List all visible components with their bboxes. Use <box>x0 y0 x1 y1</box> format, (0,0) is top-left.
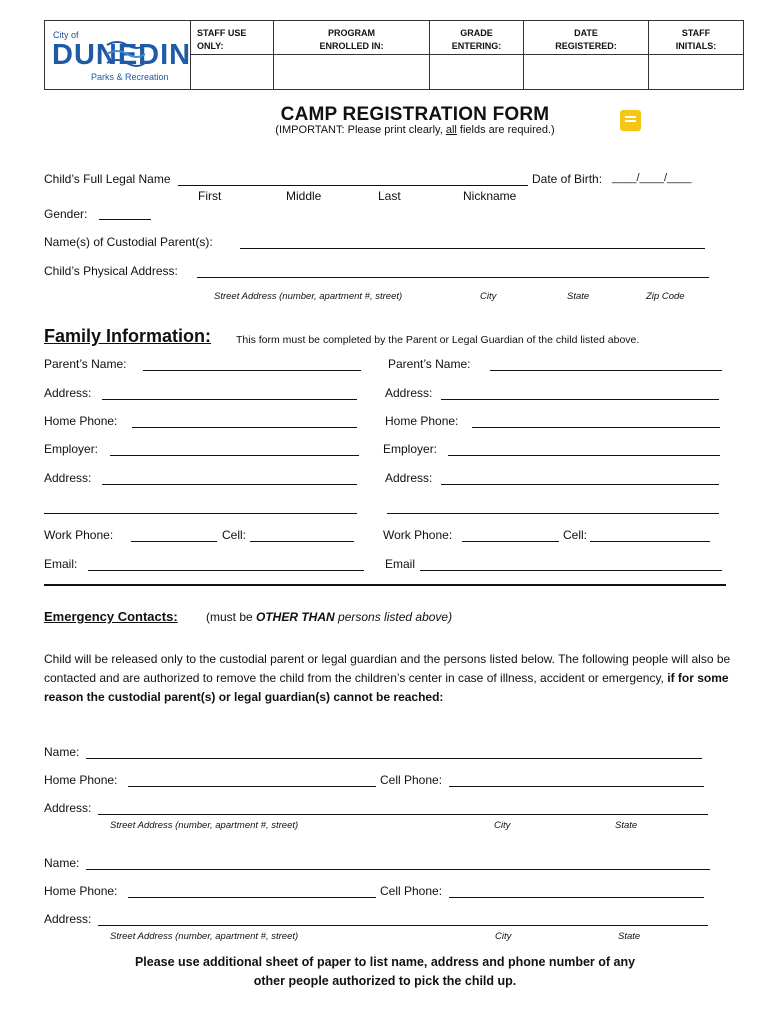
contact1-home-phone-field[interactable] <box>128 786 376 787</box>
contact1-state-caption: State <box>615 820 638 831</box>
parent2-address-field[interactable] <box>441 399 719 400</box>
city-caption: City <box>480 291 497 302</box>
parent2-home-phone-label: Home Phone: <box>385 414 459 428</box>
contact1-cell-phone-label: Cell Phone: <box>380 773 443 787</box>
logo-subtitle: Parks & Recreation <box>91 72 169 82</box>
parent1-home-phone-label: Home Phone: <box>44 414 118 428</box>
parent2-employer-address-field[interactable] <box>441 484 719 485</box>
parent1-employer-field[interactable] <box>110 455 359 456</box>
parent1-address-field[interactable] <box>102 399 357 400</box>
form-title: CAMP REGISTRATION FORM <box>280 104 550 125</box>
release-paragraph: Child will be released only to the custodial parent or legal guardian and the persons listed below. The following people will also be contacted and are authorized to remove the child from the children’s center in case of illness, accident or emergency, if for some reason the custodial parent(s) or legal guardian(s) cannot be reached: <box>44 652 731 704</box>
contact1-city-caption: City <box>494 820 511 831</box>
street-caption: Street Address (number, apartment #, street) <box>214 291 403 302</box>
parent1-home-phone-field[interactable] <box>132 427 357 428</box>
contact1-cell-phone-field[interactable] <box>449 786 704 787</box>
staff-initials-label: STAFF INITIALS: <box>649 21 743 55</box>
parent2-cell-label: Cell: <box>563 528 588 542</box>
gender-field[interactable] <box>99 219 151 220</box>
contact2-cell-phone-field[interactable] <box>449 897 704 898</box>
contact1-address-label: Address: <box>44 801 92 815</box>
contact2-address-field[interactable] <box>98 925 708 926</box>
dob-field[interactable]: ____/____/____ <box>612 172 692 184</box>
staff-use-label: STAFF USE ONLY: <box>191 21 273 55</box>
parent1-name-field[interactable] <box>143 370 361 371</box>
parent1-employer-address-label: Address: <box>44 471 92 485</box>
emergency-heading: Emergency Contacts: <box>44 609 178 624</box>
staff-initials-cell[interactable] <box>649 55 743 89</box>
parent1-email-label: Email: <box>44 557 78 571</box>
gender-label: Gender: <box>44 207 88 221</box>
parent2-employer-field[interactable] <box>448 455 720 456</box>
parent2-employer-label: Employer: <box>383 442 438 456</box>
contact2-address-label: Address: <box>44 912 92 926</box>
child-address-field[interactable] <box>197 277 709 278</box>
logo-city-of: City of <box>53 30 79 40</box>
program-label: PROGRAM ENROLLED IN: <box>274 21 429 55</box>
footer-line-2: other people authorized to pick the child up. <box>253 974 517 988</box>
parent1-work-phone-field[interactable] <box>131 541 217 542</box>
dunedin-logo <box>45 21 191 89</box>
last-caption: Last <box>378 189 401 203</box>
contact1-street-caption: Street Address (number, apartment #, street) <box>110 820 299 831</box>
custodial-parents-field[interactable] <box>240 248 705 249</box>
program-cell[interactable] <box>274 55 429 89</box>
logo-name: DUNEDIN <box>52 39 192 71</box>
child-name-field[interactable] <box>178 185 528 186</box>
contact2-city-caption: City <box>495 931 512 942</box>
section-divider <box>44 584 726 586</box>
staff-use-column <box>191 21 274 89</box>
parent1-email-field[interactable] <box>88 570 364 571</box>
contact1-home-phone-label: Home Phone: <box>44 773 118 787</box>
parent2-name-label: Parent’s Name: <box>388 357 471 371</box>
state-caption: State <box>567 291 590 302</box>
parent1-employer-address-line2[interactable] <box>44 513 357 514</box>
child-address-label: Child’s Physical Address: <box>44 264 178 278</box>
parent2-employer-address-line2[interactable] <box>387 513 719 514</box>
date-registered-cell[interactable] <box>524 55 648 89</box>
zip-caption: Zip Code <box>646 291 685 302</box>
parent2-address-label: Address: <box>385 386 433 400</box>
date-registered-label: DATE REGISTERED: <box>524 21 648 55</box>
staff-use-table <box>44 20 744 90</box>
contact1-address-field[interactable] <box>98 814 708 815</box>
staff-initials-column <box>649 21 743 89</box>
footer-line-1: Please use additional sheet of paper to list name, address and phone number of any <box>134 955 636 969</box>
parent2-email-label: Email <box>385 557 416 571</box>
grade-label: GRADE ENTERING: <box>430 21 523 55</box>
grade-column <box>430 21 524 89</box>
parent1-employer-address-field[interactable] <box>102 484 357 485</box>
grade-cell[interactable] <box>430 55 523 89</box>
contact2-home-phone-label: Home Phone: <box>44 884 118 898</box>
nickname-caption: Nickname <box>463 189 517 203</box>
parent2-cell-field[interactable] <box>590 541 710 542</box>
contact2-cell-phone-label: Cell Phone: <box>380 884 443 898</box>
parent1-cell-field[interactable] <box>250 541 354 542</box>
parent2-home-phone-field[interactable] <box>472 427 720 428</box>
parent1-name-label: Parent’s Name: <box>44 357 127 371</box>
parent2-work-phone-label: Work Phone: <box>383 528 453 542</box>
form-subtitle: (IMPORTANT: Please print clearly, all fields are required.) <box>275 124 555 136</box>
date-registered-column <box>524 21 649 89</box>
contact1-name-label: Name: <box>44 745 80 759</box>
staff-use-cell[interactable] <box>191 55 273 89</box>
contact2-home-phone-field[interactable] <box>128 897 376 898</box>
parent2-employer-address-label: Address: <box>385 471 433 485</box>
parent2-email-field[interactable] <box>420 570 722 571</box>
parent2-work-phone-field[interactable] <box>462 541 559 542</box>
middle-caption: Middle <box>286 189 322 203</box>
comment-note-icon[interactable] <box>620 110 641 131</box>
custodial-parents-label: Name(s) of Custodial Parent(s): <box>44 235 213 249</box>
program-column <box>274 21 430 89</box>
parent1-address-label: Address: <box>44 386 92 400</box>
contact1-name-field[interactable] <box>86 758 702 759</box>
family-info-note: This form must be completed by the Parent or Legal Guardian of the child listed above. <box>236 334 640 346</box>
parent1-cell-label: Cell: <box>222 528 247 542</box>
contact2-state-caption: State <box>618 931 641 942</box>
child-name-label: Child’s Full Legal Name <box>44 172 171 186</box>
parent2-name-field[interactable] <box>490 370 722 371</box>
emergency-note: (must be OTHER THAN persons listed above) <box>206 610 453 624</box>
family-info-heading: Family Information: <box>44 326 212 346</box>
dob-label: Date of Birth: <box>532 172 603 186</box>
first-caption: First <box>198 189 222 203</box>
contact2-name-field[interactable] <box>86 869 710 870</box>
contact2-name-label: Name: <box>44 856 80 870</box>
waves-icon <box>105 39 147 69</box>
contact2-street-caption: Street Address (number, apartment #, street) <box>110 931 299 942</box>
parent1-employer-label: Employer: <box>44 442 99 456</box>
parent1-work-phone-label: Work Phone: <box>44 528 114 542</box>
